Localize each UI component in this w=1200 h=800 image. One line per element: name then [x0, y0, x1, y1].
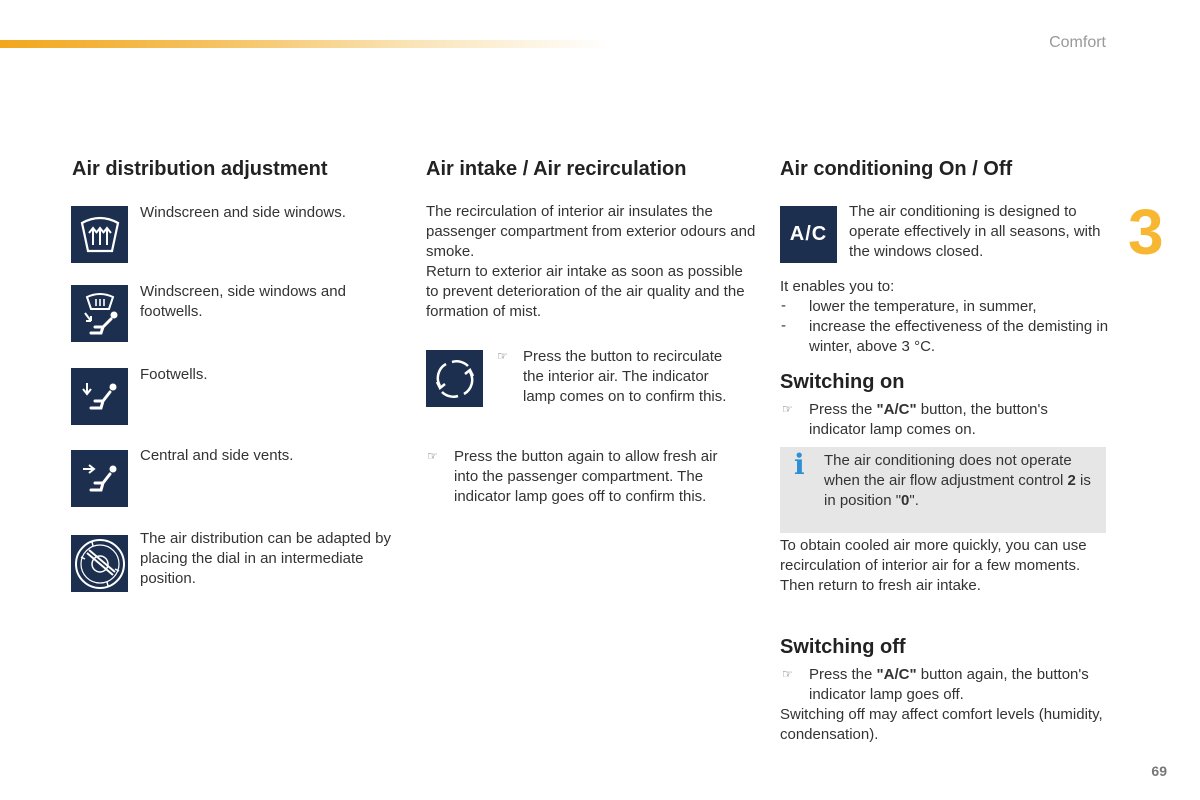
distribution-item-text: Windscreen and side windows.	[140, 204, 346, 221]
ac-benefit-item: increase the effectiveness of the demisting in winter, above 3 °C.	[809, 318, 1109, 356]
ac-intro: The air conditioning is designed to operate effectively in all seasons, with the windows closed.	[849, 203, 1101, 261]
recirculation-intro-2: Return to exterior air intake as soon as possible to prevent deterioration of the air quality and the formation of mist.	[426, 263, 745, 321]
footwell-icon	[71, 368, 128, 425]
ac-label: A/C	[789, 223, 828, 245]
pointing-hand-icon: ☞	[427, 449, 438, 463]
air-intake-heading: Air intake / Air recirculation	[426, 158, 687, 180]
info-icon: i	[794, 448, 805, 481]
pointing-hand-icon: ☞	[782, 402, 793, 416]
recirculation-icon[interactable]	[426, 350, 483, 407]
ac-enables-label: It enables you to:	[780, 278, 895, 295]
distribution-dial-icon[interactable]	[71, 535, 128, 592]
pointing-hand-icon: ☞	[782, 667, 793, 681]
windscreen-demist-icon	[71, 206, 128, 263]
distribution-item-text: Central and side vents.	[140, 447, 294, 464]
list-dash: -	[781, 317, 786, 334]
info-note-text: The air conditioning does not operate when the air flow adjustment control 2 is in position "0".	[824, 452, 1091, 510]
fresh-air-step: Press the button again to allow fresh air into the passenger compartment. The indicator lamp goes off to confirm this.	[454, 448, 718, 506]
recirculation-intro: The recirculation of interior air insulates the passenger compartment from exterior odours and smoke.	[426, 203, 756, 261]
air-distribution-heading: Air distribution adjustment	[72, 158, 328, 180]
recirculate-step: Press the button to recirculate the interior air. The indicator lamp comes on to confirm this.	[523, 348, 727, 406]
windscreen-footwell-icon	[71, 285, 128, 342]
switching-on-step: Press the "A/C" button, the button's indicator lamp comes on.	[809, 401, 1048, 439]
distribution-item-text: Footwells.	[140, 366, 208, 383]
switching-off-heading: Switching off	[780, 636, 906, 658]
switching-off-step: Press the "A/C" button again, the button's indicator lamp goes off.	[809, 666, 1089, 704]
cooled-air-tip: To obtain cooled air more quickly, you can use recirculation of interior air for a few moments. Then return to fresh air intake.	[780, 537, 1087, 595]
pointing-hand-icon: ☞	[497, 349, 508, 363]
switching-off-note: Switching off may affect comfort levels (humidity, condensation).	[780, 706, 1103, 744]
header-accent-bar	[0, 40, 610, 48]
distribution-item-text: The air distribution can be adapted by placing the dial in an intermediate position.	[140, 530, 391, 588]
section-title: Comfort	[1049, 34, 1106, 51]
chapter-number: 3	[1128, 196, 1164, 268]
list-dash: -	[781, 297, 786, 314]
switching-on-heading: Switching on	[780, 371, 905, 393]
page-number: 69	[1151, 763, 1167, 779]
central-vents-icon	[71, 450, 128, 507]
ac-button-icon[interactable]	[780, 206, 837, 263]
air-conditioning-heading: Air conditioning On / Off	[780, 158, 1013, 180]
ac-benefit-item: lower the temperature, in summer,	[809, 298, 1037, 315]
distribution-item-text: Windscreen, side windows and footwells.	[140, 283, 346, 321]
